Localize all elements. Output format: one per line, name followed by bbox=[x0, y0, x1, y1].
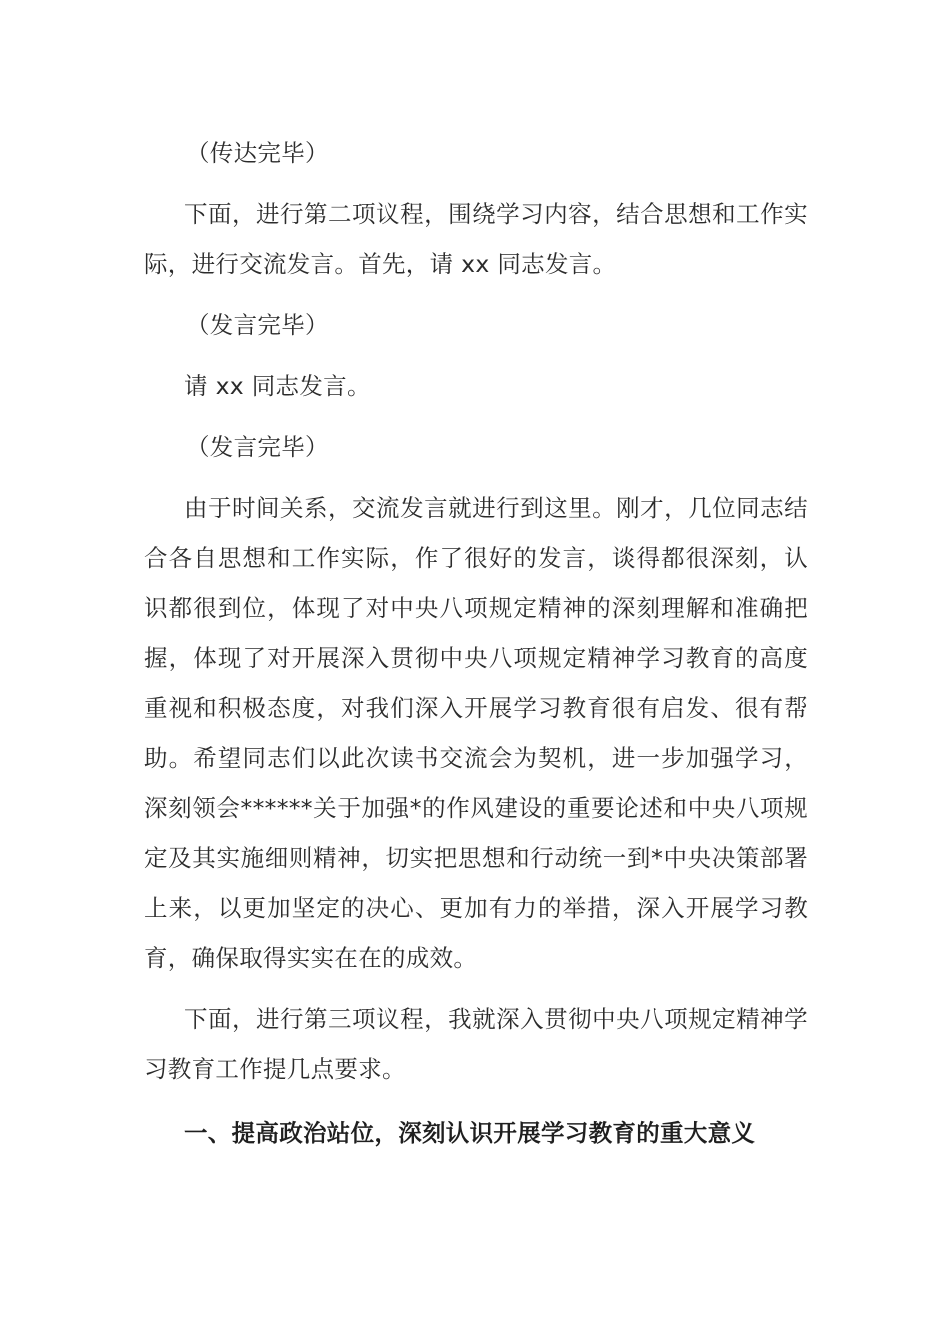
paragraph-third-agenda: 下面，进行第三项议程，我就深入贯彻中央八项规定精神学习教育工作提几点要求。 bbox=[144, 1005, 808, 1083]
paragraph-speech-complete-2: （发言完毕） bbox=[186, 433, 329, 461]
paragraph-summary: 由于时间关系，交流发言就进行到这里。刚才，几位同志结合各自思想和工作实际，作了很好的发言，谈得都很深刻，认识都很到位，体现了对中央八项规定精神的深刻理解和准确把握，体现了对开展深入贯彻中央八项规定精神学习教育的高度重视和积极态度，对我们深入开展学习教育很有启发、很有帮助。希望同志们以此次读书交流会为契机，进一步加强学习，深刻领会******关于加强*的作风建设的重要论述和中央八项规定及其实施细则精神，切实把思想和行动统一到*中央决策部署上来，以更加坚定的决心、更加有力的举措，深入开展学习教育，确保取得实实在在的成效。 bbox=[144, 494, 808, 972]
paragraph-next-speaker: 请 xx 同志发言。 bbox=[184, 372, 371, 400]
paragraph-speech-complete-1: （发言完毕） bbox=[186, 311, 329, 339]
document-body bbox=[144, 128, 808, 1158]
paragraph-transmission-complete: （传达完毕） bbox=[186, 139, 329, 167]
paragraph-second-agenda: 下面，进行第二项议程，围绕学习内容，结合思想和工作实际，进行交流发言。首先，请 xx 同志发言。 bbox=[144, 200, 808, 278]
section-heading: 一、提高政治站位，深刻认识开展学习教育的重大意义 bbox=[184, 1119, 756, 1147]
